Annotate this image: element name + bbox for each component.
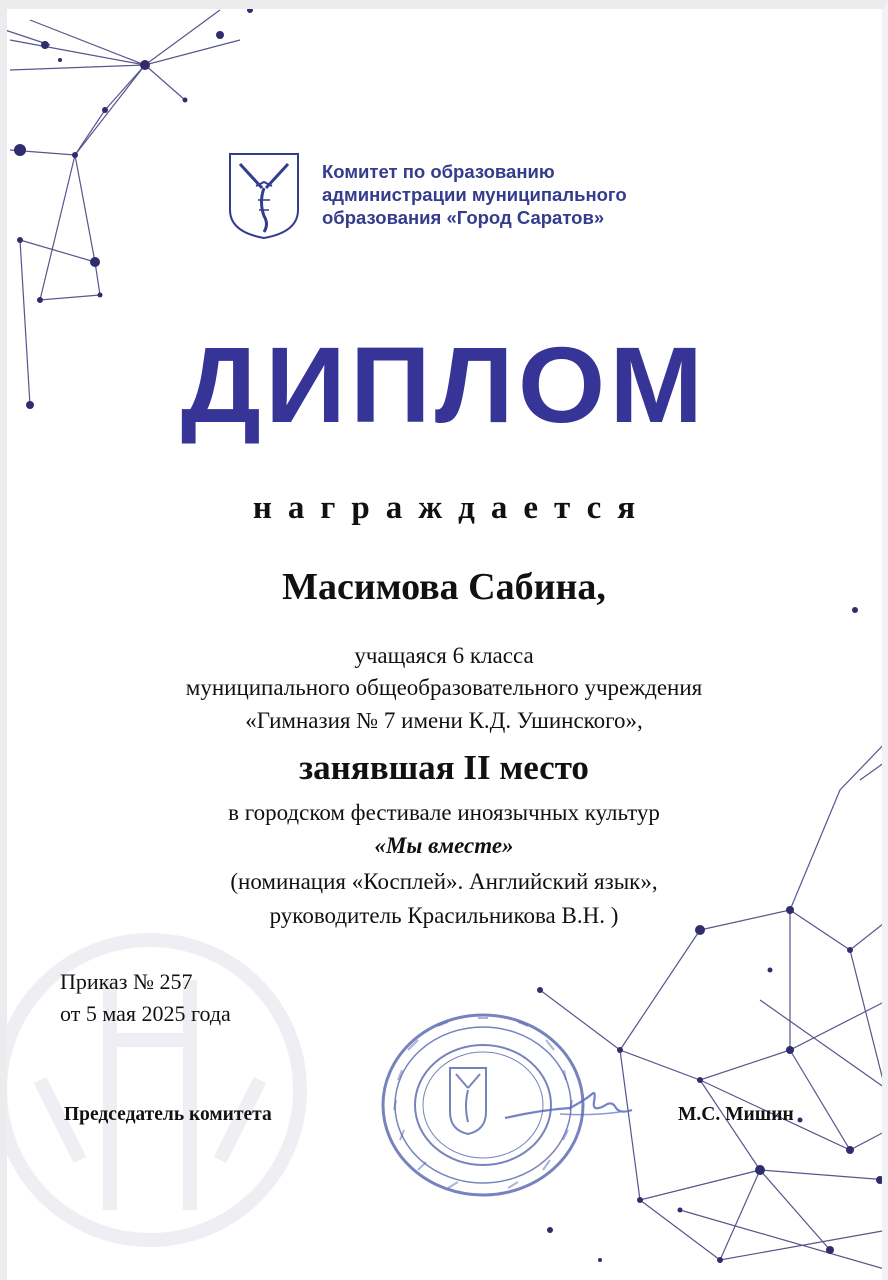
committee-name bbox=[322, 160, 627, 229]
school-type: муниципального общеобразовательного учреждения bbox=[185, 675, 703, 700]
awarded-heading: награждается bbox=[252, 490, 652, 526]
chairman-title: Председатель комитета bbox=[64, 1104, 272, 1125]
festival-text: в городском фестивале иноязычных культур bbox=[228, 800, 660, 825]
order-date: от 5 мая 2025 года bbox=[60, 1001, 231, 1026]
order-number: Приказ № 257 bbox=[60, 969, 193, 994]
nomination-text: (номинация «Косплей». Английский язык», bbox=[230, 869, 658, 894]
committee-line-2: администрации муниципального bbox=[322, 184, 627, 205]
student-grade: учащаяся 6 класса bbox=[354, 643, 534, 668]
committee-line-3: образования «Город Саратов» bbox=[322, 207, 605, 228]
recipient-name: Масимова Сабина, bbox=[282, 566, 606, 608]
place-heading: занявшая II место bbox=[299, 748, 589, 787]
chairman-name: М.С. Мишин bbox=[678, 1104, 794, 1125]
diploma-title: ДИПЛОМ bbox=[180, 324, 708, 445]
coat-of-arms-icon bbox=[226, 150, 302, 242]
order-info bbox=[60, 966, 231, 1030]
supervisor-text: руководитель Красильникова В.Н. ) bbox=[269, 903, 619, 928]
signature-icon bbox=[500, 1080, 640, 1130]
school-name: «Гимназия № 7 имени К.Д. Ушинского», bbox=[245, 708, 643, 733]
committee-line-1: Комитет по образованию bbox=[322, 161, 555, 182]
festival-name: «Мы вместе» bbox=[374, 833, 514, 858]
committee-header bbox=[226, 150, 686, 244]
